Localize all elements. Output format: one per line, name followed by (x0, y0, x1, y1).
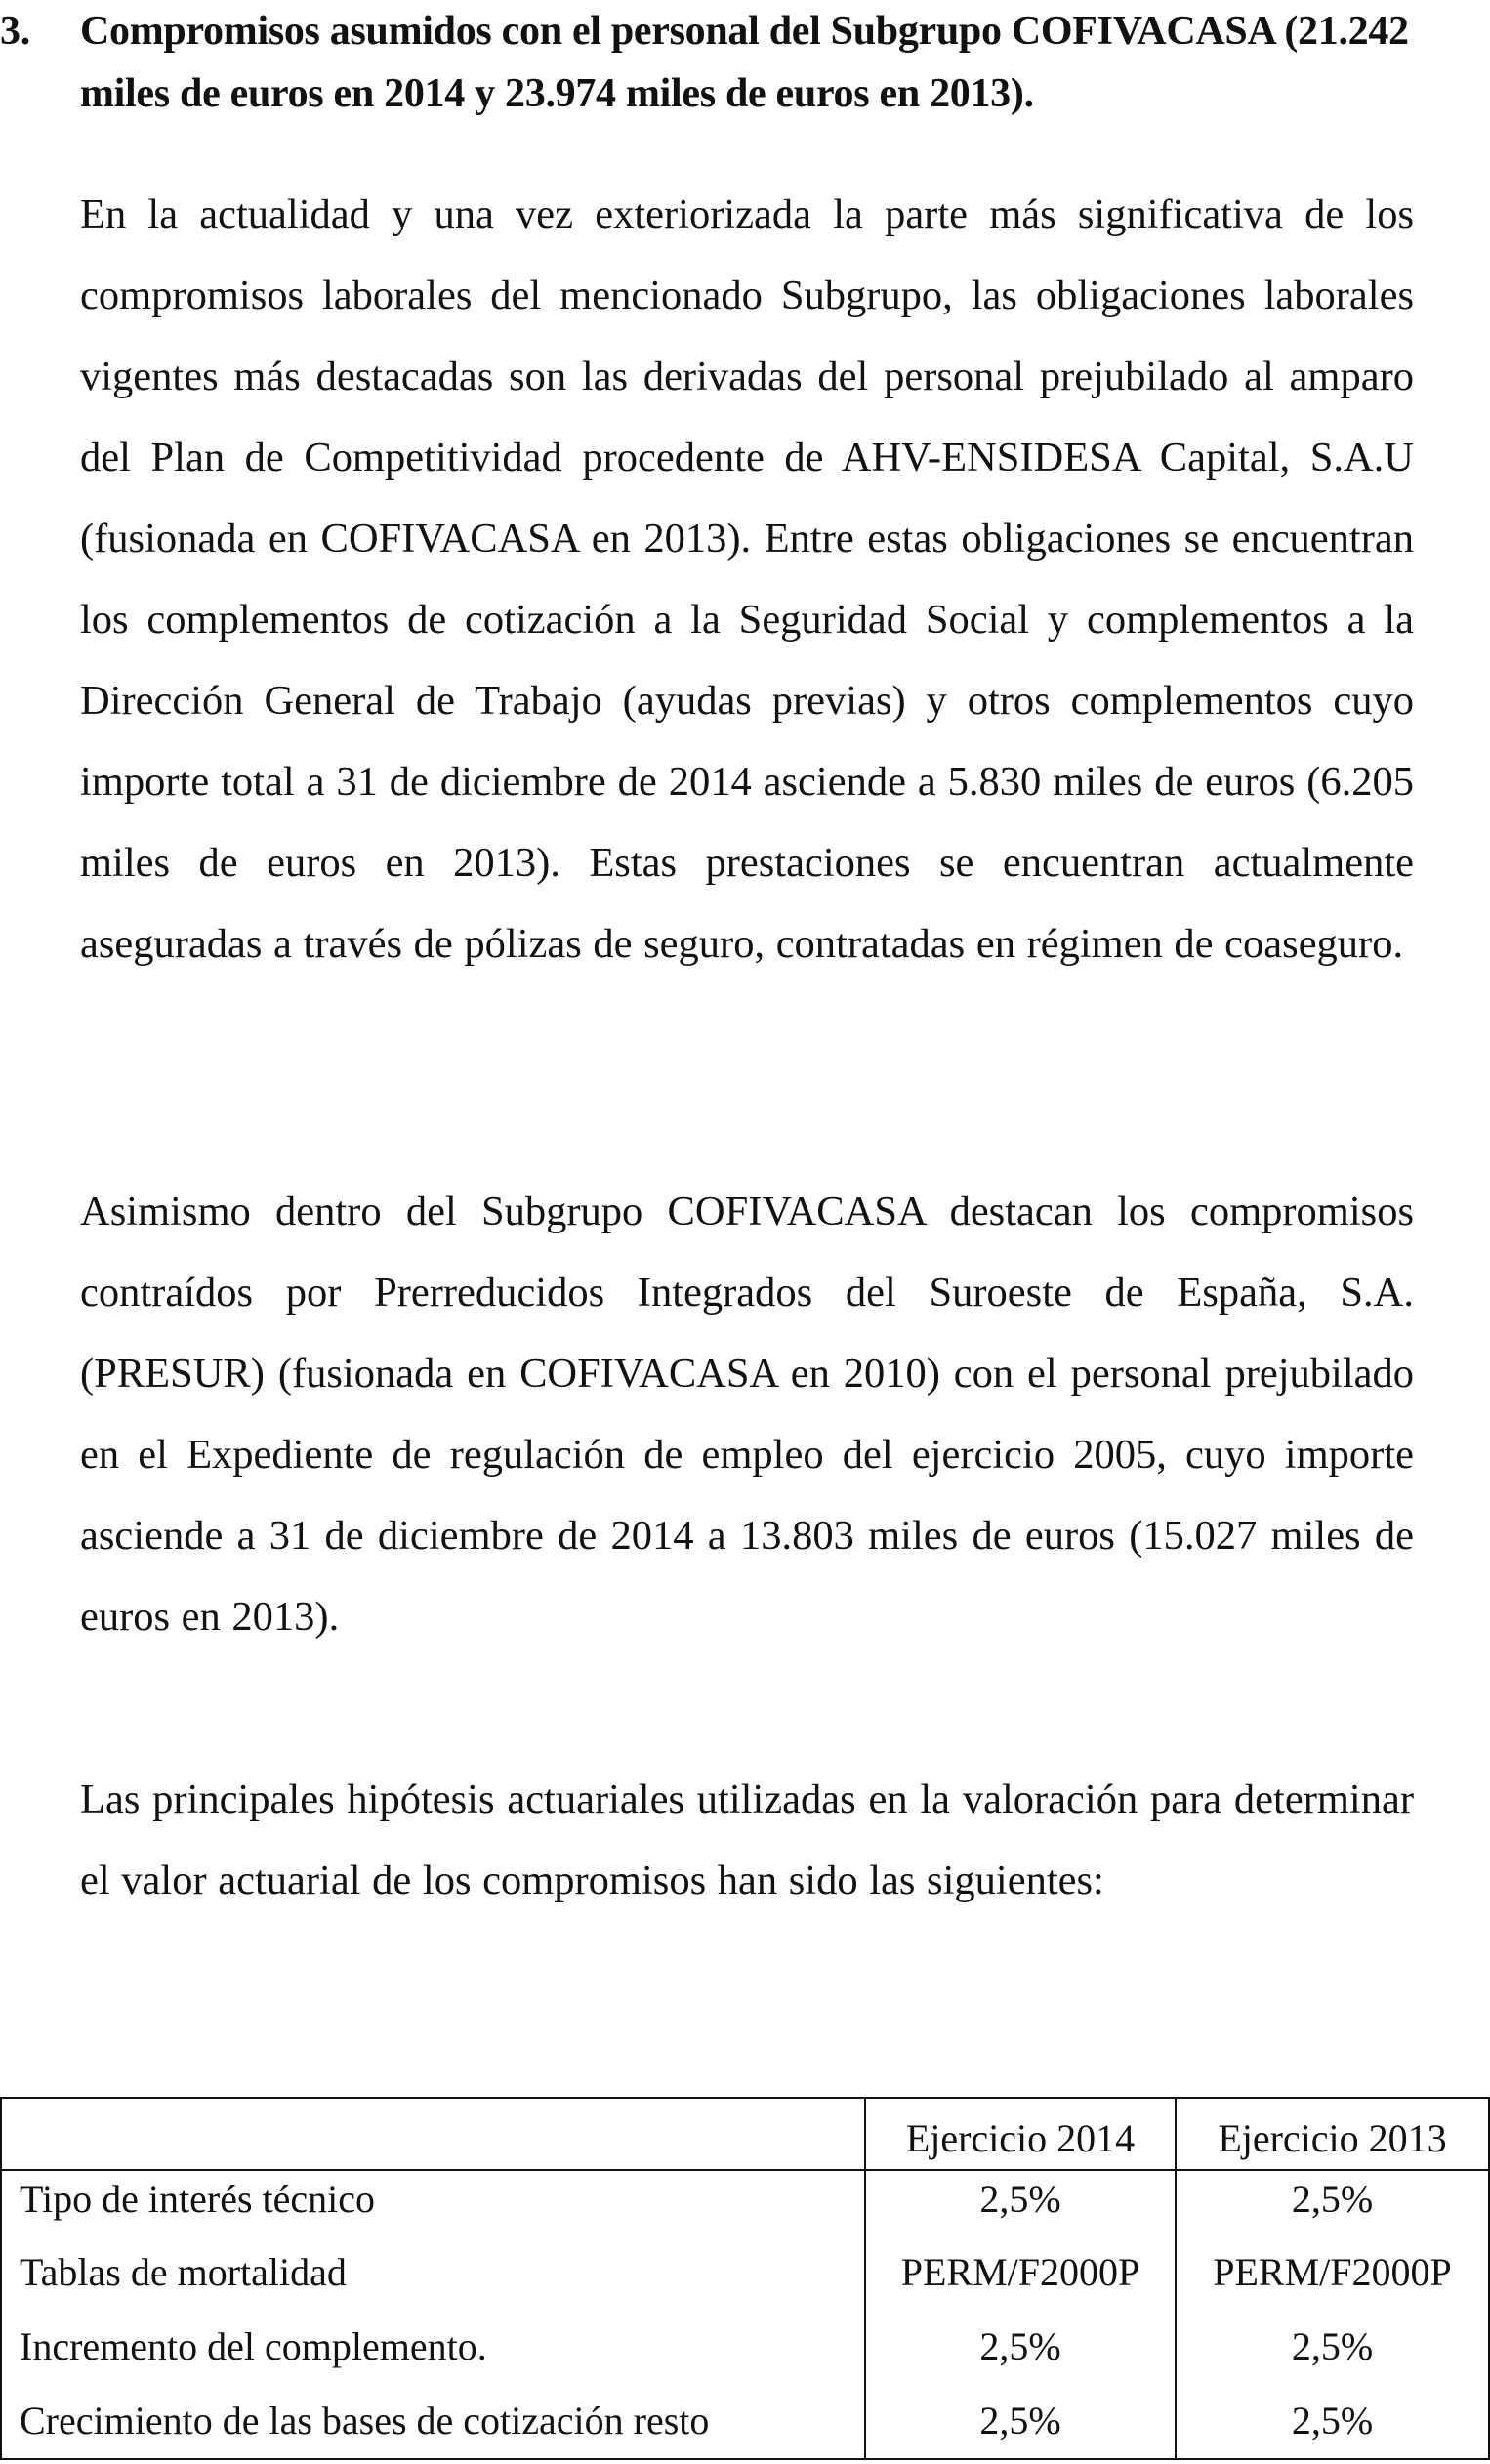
value-2014: 2,5% (865, 2384, 1176, 2459)
section-heading (0, 0, 1416, 125)
section-title: Compromisos asumidos con el personal del Subgrupo COFIVACASA (21.242 miles de euros en 2014 y 23.974 miles de euros en 2013). (80, 9, 1409, 116)
table-row (1, 2235, 1489, 2310)
value-2013: 2,5% (1176, 2310, 1489, 2384)
row-label: Incremento del complemento. (1, 2310, 865, 2384)
paragraph-plan-competitividad: En la actualidad y una vez exteriorizada la parte más significativa de los compromisos laborales del mencionado Subgrupo, las obligaciones laborales vigentes más destacadas son las derivadas del personal prejubilado al amparo del Plan de Competitividad procedente de AHV-ENSIDESA Capital, S.A.U (fusionada en COFIVACASA en 2013). Entre estas obligaciones se encuentran los complementos de cotización a la Seguridad Social y complementos a la Dirección General de Trabajo (ayudas previas) y otros complementos cuyo importe total a 31 de diciembre de 2014 asciende a 5.830 miles de euros (6.205 miles de euros en 2013). Estas prestaciones se encuentran actualmente aseguradas a través de pólizas de seguro, contratadas en régimen de coaseguro. (80, 191, 1414, 967)
actuarial-assumptions-table (0, 2097, 1490, 2460)
paragraph-presur: Asimismo dentro del Subgrupo COFIVACASA destacan los compromisos contraídos por Prerreducidos Integrados del Suroeste de España, S.A. (PRESUR) (fusionada en COFIVACASA en 2010) con el personal prejubilado en el Expediente de regulación de empleo del ejercicio 2005, cuyo importe asciende a 31 de diciembre de 2014 a 13.803 miles de euros (15.027 miles de euros en 2013). (80, 1189, 1414, 1640)
table-row (1, 2384, 1489, 2459)
value-2013: 2,5% (1176, 2384, 1489, 2459)
header-cell-2013: Ejercicio 2013 (1176, 2098, 1489, 2170)
value-2014: 2,5% (865, 2170, 1176, 2235)
row-label: Crecimiento de las bases de cotización resto (1, 2384, 865, 2459)
value-2013: 2,5% (1176, 2170, 1489, 2235)
value-2014: PERM/F2000P (865, 2235, 1176, 2310)
row-label: Tipo de interés técnico (1, 2170, 865, 2235)
header-cell-label (1, 2098, 865, 2170)
value-2013: PERM/F2000P (1176, 2235, 1489, 2310)
header-cell-2014: Ejercicio 2014 (865, 2098, 1176, 2170)
table-header-row (1, 2098, 1489, 2170)
row-label: Tablas de mortalidad (1, 2235, 865, 2310)
table-row (1, 2170, 1489, 2235)
section-number: 3. (0, 9, 30, 54)
table-row (1, 2310, 1489, 2384)
paragraph-hipotesis-intro: Las principales hipótesis actuariales utilizadas en la valoración para determinar el valor actuarial de los compromisos han sido las siguientes: (80, 1776, 1414, 1903)
value-2014: 2,5% (865, 2310, 1176, 2384)
